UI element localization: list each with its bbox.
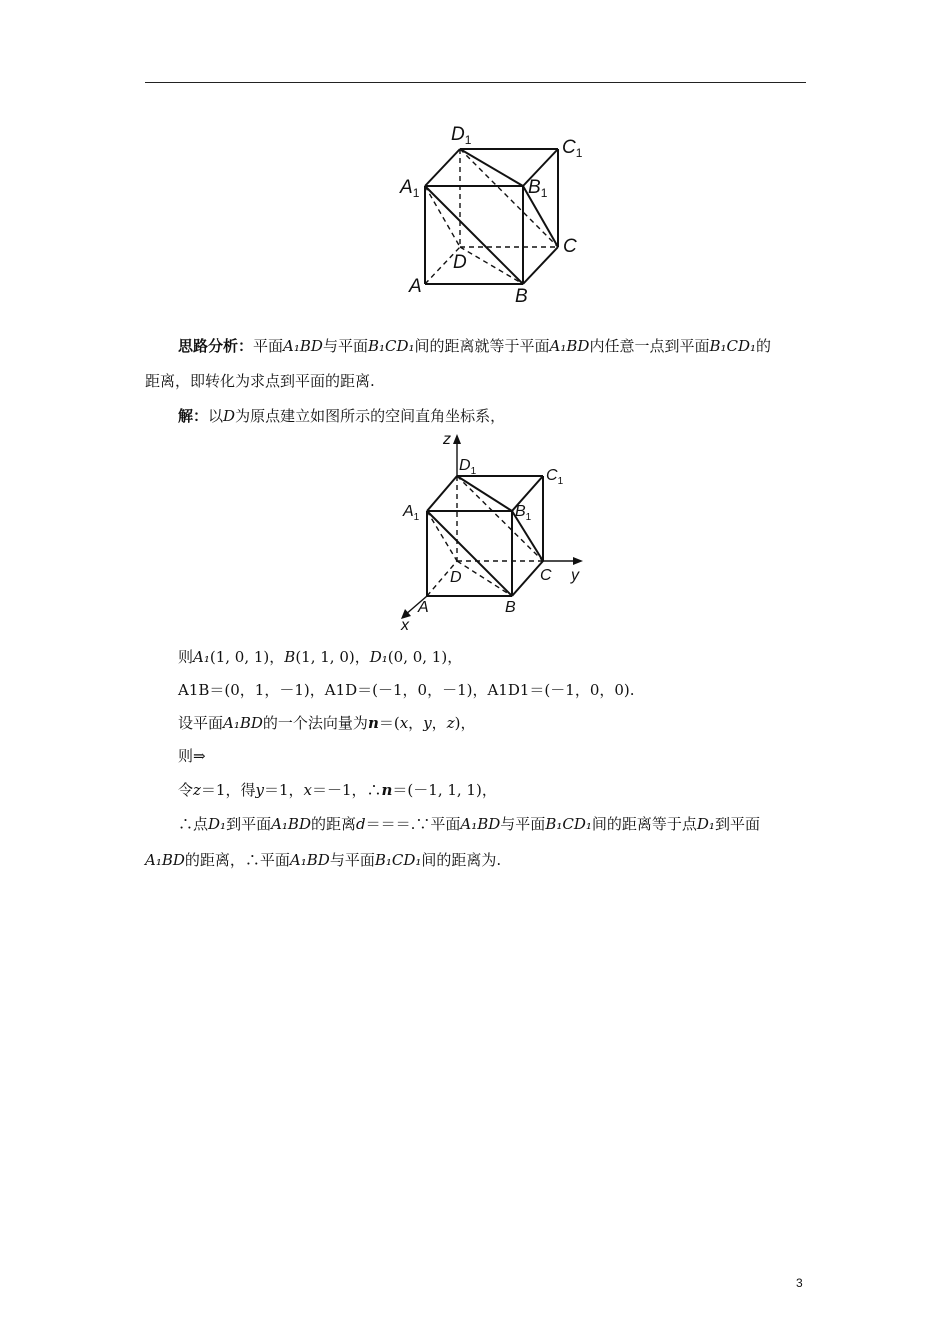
label-b: B: [505, 599, 516, 616]
label-a: A: [409, 276, 422, 297]
distance-line: ∴点D₁到平面A₁BD的距离d＝＝＝.∵平面A₁BD与平面B₁CD₁间的距离等于点D₁到平面: [178, 815, 760, 833]
then-line: 则⇒: [178, 747, 206, 765]
label-d1: $D_1$: [459, 457, 477, 477]
final-line: A₁BD的距离，∴平面A₁BD与平面B₁CD₁间的距离为.: [145, 851, 502, 869]
page-number: 3: [796, 1276, 803, 1290]
label-y: y: [571, 567, 579, 584]
label-a: A: [418, 599, 429, 616]
label-d: D: [450, 569, 462, 586]
analysis-line-2: 距离，即转化为求点到平面的距离.: [145, 372, 375, 390]
coords-line: 则A₁(1, 0, 1)，B(1, 1, 0)，D₁(0, 0, 1)，: [178, 648, 463, 666]
label-c: C: [540, 567, 552, 584]
label-c: C: [563, 236, 577, 257]
analysis-line-1: 思路分析：平面A₁BD与平面B₁CD₁间的距离就等于平面A₁BD内任意一点到平面B₁CD₁的: [178, 337, 772, 355]
label-a1: $A_1$: [400, 177, 420, 200]
solution-line-1: 解：以D为原点建立如图所示的空间直角坐标系，: [178, 407, 506, 425]
label-b1: $B_1$: [528, 177, 548, 200]
cube-figure-2: [395, 430, 595, 635]
cube-figure-1: [395, 120, 595, 310]
label-a1: $A_1$: [403, 503, 420, 523]
normal-line: 设平面A₁BD的一个法向量为n＝(x，y，z)，: [178, 714, 476, 732]
label-z: z: [443, 431, 451, 448]
vectors-line: A1B＝(0，1，－1)，A1D＝(－1，0，－1)，A1D1＝(－1，0，0).: [178, 681, 635, 699]
label-b1: $B_1$: [515, 503, 532, 523]
let-line: 令z＝1，得y＝1，x＝－1，∴n＝(－1, 1, 1)，: [178, 781, 497, 799]
label-d: D: [453, 252, 467, 273]
label-c1: $C_1$: [562, 137, 583, 160]
label-c1: $C_1$: [546, 467, 564, 487]
label-x: x: [401, 617, 409, 634]
label-d1: $D_1$: [451, 124, 472, 147]
header-rule: [145, 82, 806, 83]
label-b: B: [515, 286, 528, 307]
